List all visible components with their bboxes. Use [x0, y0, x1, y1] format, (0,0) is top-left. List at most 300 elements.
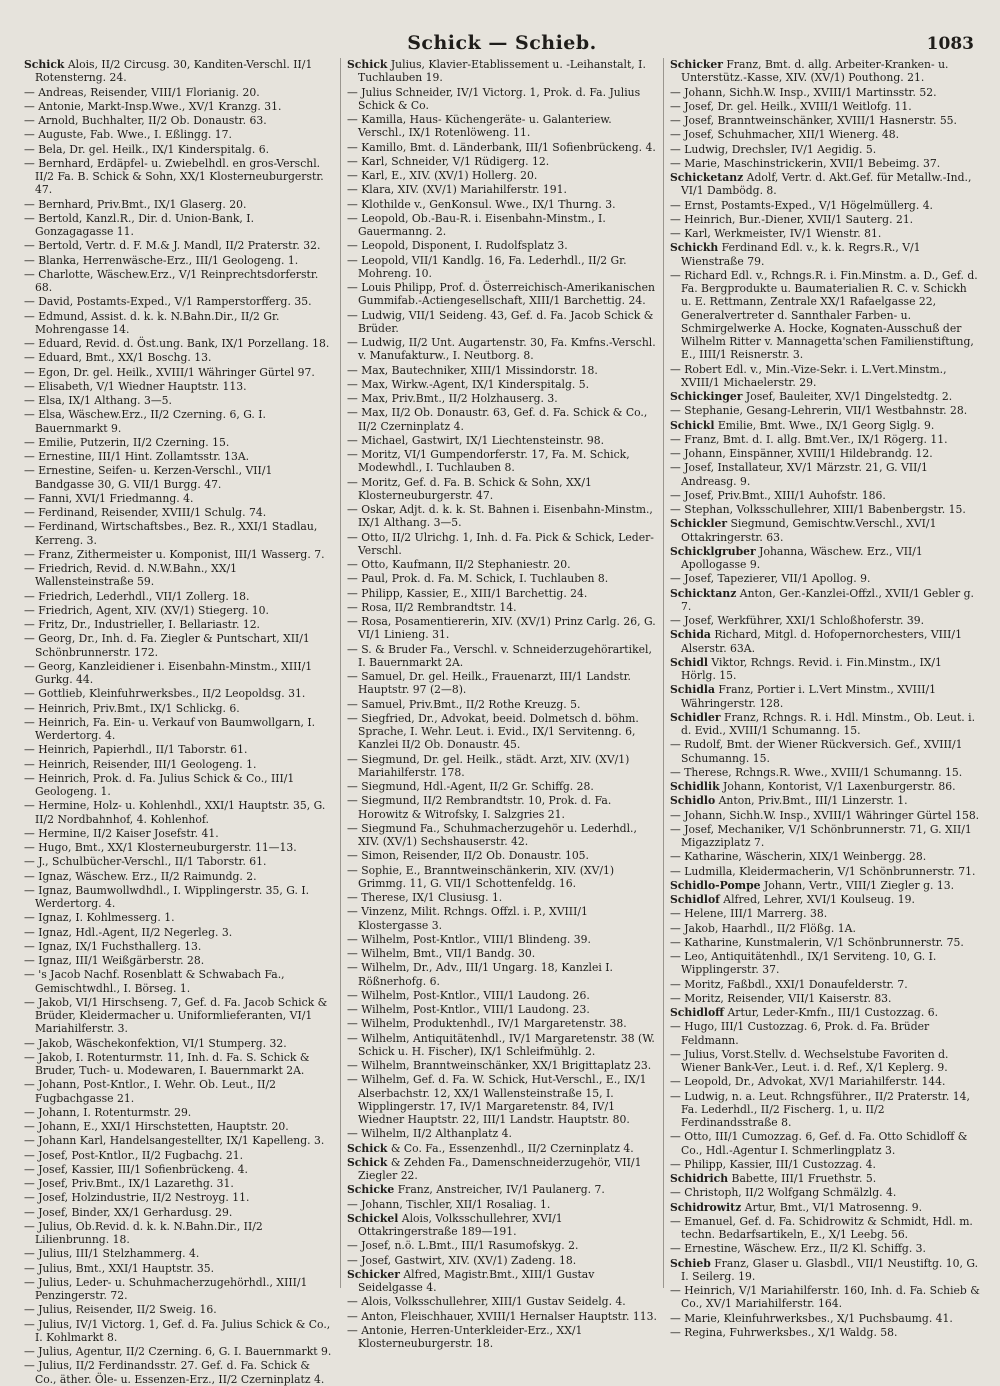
entry-text: — Julius, Agentur, II/2 Czerning. 6, G. I. Bauernmarkt 9.: [24, 1345, 332, 1358]
directory-entry: [670, 213, 980, 226]
directory-entry: [670, 809, 980, 822]
directory-entry: [670, 1186, 980, 1199]
directory-entry: [347, 155, 657, 168]
directory-entry: [24, 464, 334, 491]
directory-entry: [670, 171, 980, 198]
directory-entry: [347, 198, 657, 211]
entry-text: Adolf, Vertr. d. Akt.Gef. für Metallw.-Ind., VI/1 Dambödg. 8.: [681, 171, 972, 198]
directory-entry: [24, 996, 334, 1036]
entry-text: — Julius, IV/1 Victorg. 1, Gef. d. Fa. Julius Schick & Co., I. Kohlmarkt 8.: [24, 1317, 331, 1344]
directory-entry: [670, 656, 980, 683]
entry-text: — Heinrich, Bur.-Diener, XVII/1 Sauterg. 21.: [670, 212, 914, 226]
directory-entry: [24, 114, 334, 127]
directory-entry: [670, 738, 980, 765]
directory-entry: [347, 378, 657, 391]
entry-surname: Schick: [347, 58, 388, 71]
entry-text: — Marie, Maschinstrickerin, XVII/1 Bebeimg. 37.: [670, 156, 941, 170]
directory-entry: [347, 1059, 657, 1072]
entry-text: — Leopold, Disponent, I. Rudolfsplatz 3.: [347, 239, 568, 253]
directory-entry: [347, 406, 657, 433]
entry-text: — Johann, E., XXI/1 Hirschstetten, Hauptstr. 20.: [24, 1120, 289, 1133]
directory-entry: [24, 632, 334, 659]
entry-surname: Schida: [670, 628, 711, 642]
column-1: [24, 58, 334, 1386]
directory-entry: [347, 1198, 657, 1211]
entry-text: Alfred, Magistr.Bmt., XIII/1 Gustav Seidelgasse 4.: [358, 1267, 595, 1294]
entry-text: — Johann Karl, Handelsangestellter, IX/1 Kapelleng. 3.: [24, 1134, 325, 1148]
directory-entry: [24, 366, 334, 379]
entry-text: — Josef, n.ö. L.Bmt., III/1 Rasumofskyg. 2.: [347, 1239, 579, 1253]
entry-text: — Wilhelm, Bmt., VII/1 Bandg. 30.: [347, 947, 536, 960]
entry-text: — Moritz, VI/1 Gumpendorferstr. 17, Fa. M. Schick, Modewhdl., I. Tuchlauben 8.: [347, 448, 630, 475]
directory-entry: [347, 1032, 657, 1059]
entry-surname: Schick: [347, 1141, 388, 1155]
entry-text: Ferdinand Edl. v., k. k. Regrs.R., V/1 Wienstraße 79.: [681, 241, 921, 268]
directory-entry: [24, 1276, 334, 1303]
entry-text: — Ignaz, I. Kohlmesserg. 1.: [24, 911, 175, 925]
entry-text: Babette, III/1 Fruethstr. 5.: [731, 1172, 877, 1185]
directory-entry: [670, 199, 980, 212]
entry-text: — Bela, Dr. gel. Heilk., IX/1 Kinderspitalg. 6.: [24, 142, 270, 156]
directory-entry: [347, 86, 657, 113]
directory-entry: [24, 1247, 334, 1260]
entry-text: Viktor, Rchngs. Revid. i. Fin.Minstm., IX/1 Hörlg. 15.: [681, 655, 942, 682]
directory-entry: [347, 254, 657, 281]
directory-entry: [24, 408, 334, 435]
directory-entry: [24, 268, 334, 295]
directory-entry: [24, 911, 334, 924]
directory-entry: [347, 905, 657, 932]
directory-entry: [670, 1312, 980, 1325]
entry-text: — 's Jacob Nachf. Rosenblatt & Schwabach Fa., Gemischtwdhl., I. Börseg. 1.: [24, 968, 285, 995]
directory-entry: [24, 1220, 334, 1247]
entry-text: — Emanuel, Gef. d. Fa. Schidrowitz & Schmidt, Hdl. m. techn. Bedarfsartikeln, E., X/1 Leebg. 56.: [670, 1214, 973, 1241]
entry-text: — Katharine, Wäscherin, XIX/1 Weinbergg. 28.: [670, 850, 927, 864]
entry-text: — Katharine, Kunstmalerin, V/1 Schönbrunnerstr. 75.: [670, 935, 964, 949]
directory-entry: [670, 850, 980, 863]
entry-surname: Schidloff: [670, 1006, 725, 1019]
entry-text: — Ernst, Postamts-Exped., V/1 Högelmüllerg. 4.: [670, 198, 933, 212]
entry-text: — Therese, IX/1 Clusiusg. 1.: [347, 891, 503, 904]
entry-surname: Schicker: [670, 58, 723, 71]
entry-surname: Schicklgruber: [670, 544, 756, 558]
directory-entry: [24, 128, 334, 141]
entry-text: — Fanni, XVI/1 Friedmanng. 4.: [24, 491, 194, 505]
directory-entry: [24, 827, 334, 840]
entry-surname: Schickel: [347, 1211, 399, 1225]
directory-entry: [347, 309, 657, 336]
entry-surname: Schidrich: [670, 1172, 729, 1185]
entry-text: — Klara, XIV. (XV/1) Mariahilferstr. 191.: [347, 183, 567, 197]
entry-text: — Richard Edl. v., Rchngs.R. i. Fin.Minstm. a. D., Gef. d. Fa. Bergprodukte u. Baumaterialien R. C. v. Schickh u. E. Rettmann, Zentrale XX/1 Rafaelgasse 22, Generalvertreter d. Sannthaler Farben- u. Schmirgelwerke A. Hocke, Kognaten-Ausschuß der Wilhelm Ritter v. Mannagetta'schen Familienstiftung, E., IIII/1 Reisnerstr. 3.: [670, 268, 978, 362]
entry-text: — Stephanie, Gesang-Lehrerin, VII/1 Westbahnstr. 28.: [670, 404, 968, 418]
directory-entry: [670, 1158, 980, 1171]
entry-text: — Moritz, Faßbdl., XXI/1 Donaufelderstr. 7.: [670, 977, 908, 991]
directory-entry: [347, 822, 657, 849]
entry-text: Franz, Rchngs. R. i. Hdl. Minstm., Ob. Leut. i. d. Evid., XVIII/1 Schumanng. 15.: [681, 710, 976, 737]
entry-text: — Johann, Sichh.W. Insp., XVIII/1 Währinger Gürtel 158.: [670, 808, 980, 822]
entry-text: — Friedrich, Lederhdl., VII/1 Zollerg. 18.: [24, 589, 250, 603]
entry-text: — Marie, Kleinfuhrwerksbes., X/1 Puchsbaumg. 41.: [670, 1311, 953, 1325]
entry-text: — Ignaz, Wäschew. Erz., II/2 Raimundg. 2.: [24, 869, 257, 883]
directory-entry: [347, 947, 657, 960]
entry-text: — Ernestine, Wäschew. Erz., II/2 Kl. Schiffg. 3.: [670, 1242, 926, 1256]
directory-entry: [24, 394, 334, 407]
entry-text: — Leopold, Dr., Advokat, XV/1 Mariahilferstr. 144.: [670, 1075, 946, 1089]
entry-text: — Ferdinand, Wirtschaftsbes., Bez. R., XXI/1 Stadlau, Kerreng. 3.: [24, 520, 318, 547]
directory-entry: [24, 940, 334, 953]
directory-entry: [670, 363, 980, 390]
directory-entry: [670, 404, 980, 417]
directory-entry: [24, 1191, 334, 1204]
directory-entry: [24, 506, 334, 519]
entry-surname: Schidlof: [670, 893, 720, 906]
directory-entry: [24, 841, 334, 854]
entry-text: — Julius, II/2 Ferdinandsstr. 27. Gef. d. Fa. Schick & Co., äther. Öle- u. Essenzen-Erz., II/2 Czerninplatz 4.: [24, 1359, 325, 1386]
entry-text: Johann, Kontorist, V/1 Laxenburgerstr. 86.: [723, 780, 956, 793]
directory-entry: [347, 643, 657, 670]
entry-text: — Jakob, I. Rotenturmstr. 11, Inh. d. Fa. S. Schick & Bruder, Tuch- u. Modewaren, I. Bauernmarkt 2A.: [24, 1050, 310, 1077]
entry-text: — Robert Edl. v., Min.-Vize-Sekr. i. L.Vert.Minstm., XVIII/1 Michaelerstr. 29.: [670, 362, 947, 389]
directory-entry: [670, 893, 980, 906]
entry-text: — Kamilla, Haus- Küchengeräte- u. Galanteriew. Verschl., IX/1 Rotenlöweng. 11.: [347, 113, 612, 140]
entry-text: — Wilhelm, Antiquitätenhdl., IV/1 Margaretenstr. 38 (W. Schick u. H. Fischer), IX/1 Schleifmühlg. 2.: [347, 1031, 655, 1058]
directory-entry: [670, 1090, 980, 1130]
column-2: [340, 58, 657, 1350]
directory-entry: [347, 1142, 657, 1155]
entry-text: — Leopold, VII/1 Kandlg. 16, Fa. Lederhdl., II/2 Gr. Mohreng. 10.: [347, 253, 627, 280]
entry-text: — Stephan, Volksschullehrer, XIII/1 Babenbergstr. 15.: [670, 503, 966, 516]
entry-text: — Julius, Bmt., XXI/1 Hauptstr. 35.: [24, 1261, 215, 1275]
entry-text: — Auguste, Fab. Wwe., I. Eßlingg. 17.: [24, 128, 232, 142]
entry-text: — Julius, Leder- u. Schuhmacherzugehörhdl., XIII/1 Penzingerstr. 72.: [24, 1275, 308, 1302]
entry-text: Richard, Mitgl. d. Hofopernorchesters, VIII/1 Alserstr. 63A.: [681, 628, 962, 655]
directory-entry: [347, 1003, 657, 1016]
directory-entry: [670, 433, 980, 446]
directory-entry: [670, 587, 980, 614]
entry-text: — Philipp, Kassier, III/1 Custozzag. 4.: [670, 1157, 876, 1171]
entry-text: — Wilhelm, Post-Kntlor., VIII/1 Laudong. 23.: [347, 1003, 590, 1016]
directory-entry: [670, 489, 980, 502]
entry-text: — Julius, Reisender, II/2 Sweig. 16.: [24, 1303, 217, 1317]
entry-text: Franz, Glaser u. Glasbdl., VII/1 Neustiftg. 10, G. I. Seilerg. 19.: [681, 1256, 979, 1283]
directory-entry: [24, 254, 334, 267]
directory-entry: [24, 1149, 334, 1162]
entry-text: — Jakob, VI/1 Hirschseng. 7, Gef. d. Fa. Jacob Schick & Brüder, Kleidermacher u. Uniformlieferanten, VI/1 Mariahilferstr. 3.: [24, 995, 328, 1036]
directory-entry: [670, 419, 980, 432]
directory-entry: [670, 1284, 980, 1311]
directory-entry: [24, 450, 334, 463]
entry-text: — Friedrich, Agent, XIV. (XV/1) Stiegerg. 10.: [24, 603, 269, 617]
directory-entry: [24, 1303, 334, 1316]
directory-entry: [24, 492, 334, 505]
directory-entry: [24, 1163, 334, 1176]
entry-text: — Rudolf, Bmt. der Wiener Rückversich. Gef., XVIII/1 Schumanng. 15.: [670, 738, 963, 765]
entry-text: — Blanka, Herrenwäsche-Erz., III/1 Geologeng. 1.: [24, 253, 299, 267]
entry-text: — Rosa, II/2 Rembrandtstr. 14.: [347, 600, 517, 614]
directory-entry: [24, 884, 334, 911]
entry-text: — Ignaz, IX/1 Fuchsthallerg. 13.: [24, 939, 202, 953]
entry-text: Johanna, Wäschew. Erz., VII/1 Apollogasse 9.: [681, 544, 923, 571]
directory-entry: [347, 336, 657, 363]
directory-entry: [347, 864, 657, 891]
directory-entry: [670, 461, 980, 488]
directory-entry: [670, 922, 980, 935]
entry-surname: Schidlo-Pompe: [670, 878, 761, 892]
directory-entry: [670, 447, 980, 460]
entry-text: Alfred, Lehrer, XVI/1 Koulseug. 19.: [723, 893, 915, 906]
directory-entry: [347, 281, 657, 308]
directory-entry: [347, 780, 657, 793]
directory-entry: [24, 198, 334, 211]
entry-surname: Schickinger: [670, 390, 743, 403]
directory-entry: [24, 351, 334, 364]
directory-entry: [670, 1257, 980, 1284]
entry-surname: Schicketanz: [670, 171, 744, 184]
entry-text: — Otto, II/2 Ulrichg. 1, Inh. d. Fa. Pick & Schick, Leder-Verschl.: [347, 530, 654, 557]
directory-entry: [24, 1345, 334, 1358]
entry-text: — Anton, Fleischhauer, XVIII/1 Hernalser Hauptstr. 113.: [347, 1309, 657, 1323]
directory-entry: [24, 436, 334, 449]
directory-entry: [347, 1017, 657, 1030]
entry-text: — Otto, Kaufmann, II/2 Stephaniestr. 20.: [347, 558, 571, 571]
directory-entry: [670, 128, 980, 141]
directory-entry: [24, 1078, 334, 1105]
entry-text: — Wilhelm, Post-Kntlor., VIII/1 Blindeng. 39.: [347, 932, 591, 946]
entry-text: — Johann, I. Rotenturmstr. 29.: [24, 1105, 192, 1119]
entry-text: — Ernestine, III/1 Hint. Zollamtsstr. 13A.: [24, 450, 250, 463]
directory-entry: [670, 157, 980, 170]
directory-entry: [670, 1006, 980, 1019]
entry-text: — Louis Philipp, Prof. d. Österreichisch-Amerikanischen Gummifab.-Actiengesellschaft, XIII/1 Barchettig. 24.: [347, 281, 655, 308]
entry-text: — Helene, III/1 Marrerg. 38.: [670, 907, 828, 921]
entry-text: — Moritz, Reisender, VII/1 Kaiserstr. 83.: [670, 991, 892, 1005]
entry-text: — Julius, Ob.Revid. d. k. k. N.Bahn.Dir., II/2 Lilienbrunng. 18.: [24, 1219, 263, 1246]
entry-text: — Heinrich, Priv.Bmt., IX/1 Schlickg. 6.: [24, 701, 240, 715]
directory-entry: [24, 58, 334, 85]
directory-entry: [347, 364, 657, 377]
directory-entry: [347, 1310, 657, 1323]
directory-entry: [670, 1242, 980, 1255]
directory-entry: [670, 545, 980, 572]
entry-text: — Max, II/2 Ob. Donaustr. 63, Gef. d. Fa. Schick & Co., II/2 Czerninplatz 4.: [347, 406, 648, 433]
entry-text: — Wilhelm, II/2 Althanplatz 4.: [347, 1127, 512, 1141]
directory-entry: [24, 743, 334, 756]
entry-text: — Michael, Gastwirt, IX/1 Liechtensteinstr. 98.: [347, 433, 605, 447]
entry-text: — Siegmund, Hdl.-Agent, II/2 Gr. Schiffg. 28.: [347, 780, 594, 793]
entry-surname: Schickh: [670, 241, 719, 255]
entry-text: — Hermine, II/2 Kaiser Josefstr. 41.: [24, 826, 219, 840]
entry-text: — Oskar, Adjt. d. k. k. St. Bahnen i. Eisenbahn-Minstm., IX/1 Althang. 3—5.: [347, 503, 653, 530]
entry-text: — Bernhard, Erdäpfel- u. Zwiebelhdl. en gros-Verschl. II/2 Fa. B. Schick & Sohn, XX/1 Klosterneuburgerstr. 47.: [24, 156, 324, 197]
directory-entry: [347, 239, 657, 252]
directory-entry: [24, 660, 334, 687]
directory-entry: [670, 503, 980, 516]
entry-text: — Julius, Vorst.Stellv. d. Wechselstube Favoriten d. Wiener Bank-Ver., Leut. i. d. Ref., X/1 Keplerg. 9.: [670, 1047, 949, 1074]
directory-entry: [347, 1127, 657, 1140]
directory-entry: [347, 531, 657, 558]
directory-entry: [24, 772, 334, 799]
directory-entry: [670, 780, 980, 793]
entry-text: — Wilhelm, Dr., Adv., III/1 Ungarg. 18, Kanzlei I. Rößnerhofg. 6.: [347, 961, 613, 988]
entry-text: — Gottlieb, Kleinfuhrwerksbes., II/2 Leopoldsg. 31.: [24, 687, 306, 701]
entry-text: — Wilhelm, Branntweinschänker, XX/1 Brigittaplatz 23.: [347, 1059, 652, 1072]
column-3: [663, 58, 980, 1339]
entry-text: — Julius Schneider, IV/1 Victorg. 1, Prok. d. Fa. Julius Schick & Co.: [347, 85, 641, 112]
directory-entry: [24, 337, 334, 350]
directory-entry: [347, 1254, 657, 1267]
directory-entry: [670, 978, 980, 991]
entry-text: — Bertold, Kanzl.R., Dir. d. Union-Bank, I. Gonzagagasse 11.: [24, 211, 254, 238]
entry-text: — Siegmund, II/2 Rembrandtstr. 10, Prok. d. Fa. Horowitz & Witrofsky, I. Salzgries 21.: [347, 794, 612, 821]
entry-text: — Josef, Dr. gel. Heilk., XVIII/1 Weitlofg. 11.: [670, 99, 912, 113]
directory-entry: [24, 520, 334, 547]
entry-text: — Max, Bautechniker, XIII/1 Missindorstr. 18.: [347, 363, 598, 377]
directory-entry: [347, 58, 657, 85]
entry-text: Artur, Bmt., VI/1 Matrosenng. 9.: [744, 1200, 923, 1214]
entry-text: — Edmund, Assist. d. k. k. N.Bahn.Dir., II/2 Gr. Mohrengasse 14.: [24, 309, 280, 336]
entry-text: — Wilhelm, Gef. d. Fa. W. Schick, Hut-Verschl., E., IX/1 Alserbachstr. 12, XX/1 Wallensteinstraße 15, I. Wipplingerstr. 17, IV/1 Margaretenstr. 84, IV/1 Wiedner Hauptstr. 22, III/1 Landstr. Hauptstr. 80.: [347, 1073, 647, 1126]
directory-entry: [24, 590, 334, 603]
directory-entry: [347, 1183, 657, 1196]
entry-text: — Ludmilla, Kleidermacherin, V/1 Schönbrunnerstr. 71.: [670, 864, 976, 878]
directory-entry: [24, 1037, 334, 1050]
directory-entry: [347, 1295, 657, 1308]
entry-text: — Samuel, Dr. gel. Heilk., Frauenarzt, III/1 Landstr. Hauptstr. 97 (2—8).: [347, 670, 631, 697]
entry-text: — Siegmund Fa., Schuhmacherzugehör u. Lederhdl., XIV. (XV/1) Sechshauserstr. 42.: [347, 821, 637, 848]
page-number: 1083: [926, 34, 974, 54]
entry-text: — Charlotte, Wäschew.Erz., V/1 Reinprechtsdorferstr. 68.: [24, 267, 319, 294]
entry-text: — Josef, Binder, XX/1 Gerhardusg. 29.: [24, 1205, 233, 1219]
directory-entry: [670, 992, 980, 1005]
entry-text: — Christoph, II/2 Wolfgang Schmälzlg. 4.: [670, 1186, 897, 1200]
directory-entry: [670, 950, 980, 977]
directory-entry: [347, 141, 657, 154]
directory-entry: [24, 870, 334, 883]
entry-text: — Wilhelm, Post-Kntlor., VIII/1 Laudong. 26.: [347, 988, 590, 1002]
directory-entry: [24, 968, 334, 995]
entry-text: — Josef, Installateur, XV/1 Märzstr. 21, G. VII/1 Andreasg. 9.: [670, 461, 928, 488]
directory-entry: [670, 879, 980, 892]
directory-entry: [347, 698, 657, 711]
columns: [24, 58, 980, 1386]
entry-text: — Jakob, Wäschekonfektion, VI/1 Stumperg. 32.: [24, 1036, 287, 1050]
directory-entry: [24, 100, 334, 113]
entry-text: — Hermine, Holz- u. Kohlenhdl., XXI/1 Hauptstr. 35, G. II/2 Nordbahnhof, 4. Kohlenhof.: [24, 799, 326, 826]
entry-text: — Elisabeth, V/1 Wiedner Hauptstr. 113.: [24, 379, 247, 393]
entry-text: — Karl, Werkmeister, IV/1 Wienstr. 81.: [670, 227, 882, 240]
entry-text: — Arnold, Buchhalter, II/2 Ob. Donaustr. 63.: [24, 114, 267, 127]
directory-entry: [347, 169, 657, 182]
entry-text: Anton, Ger.-Kanzlei-Offzl., XVII/1 Gebler g. 7.: [681, 586, 974, 613]
directory-entry: [347, 989, 657, 1002]
entry-text: — Franz, Bmt. d. I. allg. Bmt.Ver., IX/1 Rögerg. 11.: [670, 432, 948, 446]
directory-entry: [347, 503, 657, 530]
directory-entry: [347, 448, 657, 475]
entry-text: — Josef, Werkführer, XXI/1 Schloßhoferstr. 39.: [670, 614, 925, 627]
entry-text: — Siegfried, Dr., Advokat, beeid. Dolmetsch d. böhm. Sprache, I. Wehr. Leut. i. Evid., IX/1 Servitenng. 6, Kanzlei II/2 Ob. Donaustr. 45.: [347, 711, 639, 752]
directory-entry: [670, 227, 980, 240]
entry-surname: Schidlo: [670, 794, 716, 808]
directory-entry: [24, 687, 334, 700]
entry-text: Franz, Anstreicher, IV/1 Paulanerg. 7.: [397, 1183, 605, 1197]
entry-surname: Schickl: [670, 418, 715, 432]
directory-entry: [670, 1172, 980, 1185]
entry-text: — Bertold, Vertr. d. F. M.& J. Mandl, II/2 Praterstr. 32.: [24, 239, 321, 253]
entry-text: — Fritz, Dr., Industrieller, I. Bellariastr. 12.: [24, 618, 260, 631]
directory-entry: [347, 1212, 657, 1239]
directory-entry: [24, 855, 334, 868]
entry-text: — Vinzenz, Milit. Rchngs. Offzl. i. P., XVIII/1 Klostergasse 3.: [347, 905, 588, 932]
entry-text: — Heinrich, V/1 Mariahilferstr. 160, Inh. d. Fa. Schieb & Co., XV/1 Mariahilferstr. 164.: [670, 1284, 980, 1311]
entry-text: — Friedrich, Revid. d. N.W.Bahn., XX/1 Wallensteinstraße 59.: [24, 562, 238, 589]
directory-entry: [24, 157, 334, 197]
entry-text: Anton, Priv.Bmt., III/1 Linzerstr. 1.: [718, 794, 908, 808]
directory-entry: [24, 212, 334, 239]
directory-entry: [670, 390, 980, 403]
entry-text: — Johann, Post-Kntlor., I. Wehr. Ob. Leut., II/2 Fugbachgasse 21.: [24, 1078, 276, 1105]
directory-entry: [670, 114, 980, 127]
entry-text: — Johann, Einspänner, XVIII/1 Hildebrandg. 12.: [670, 447, 933, 460]
directory-entry: [347, 587, 657, 600]
entry-text: — Josef, Branntweinschänker, XVIII/1 Hasnerstr. 55.: [670, 114, 957, 127]
directory-entry: [670, 1075, 980, 1088]
entry-surname: Schickler: [670, 517, 728, 531]
entry-text: — Emilie, Putzerin, II/2 Czerning. 15.: [24, 435, 230, 449]
entry-text: — Josef, Priv.Bmt., IX/1 Lazarethg. 31.: [24, 1177, 234, 1190]
entry-text: — Max, Wirkw.-Agent, IX/1 Kinderspitalg. 5.: [347, 377, 590, 391]
entry-surname: Schidlik: [670, 780, 720, 793]
directory-entry: [347, 849, 657, 862]
entry-text: — Josef, Kassier, III/1 Sofienbrückeng. 4.: [24, 1162, 248, 1176]
entry-text: — Hugo, Bmt., XX/1 Klosterneuburgerstr. 11—13.: [24, 841, 297, 854]
directory-entry: [24, 1262, 334, 1275]
entry-text: — Josef, Schuhmacher, XII/1 Wienerg. 48.: [670, 128, 900, 142]
entry-text: — Hugo, III/1 Custozzag. 6, Prok. d. Fa. Brüder Feldmann.: [670, 1020, 930, 1047]
entry-text: — Josef, Tapezierer, VII/1 Apollog. 9.: [670, 572, 871, 586]
entry-text: — Ludwig, VII/1 Seideng. 43, Gef. d. Fa. Jacob Schick & Brüder.: [347, 308, 654, 335]
directory-entry: [24, 954, 334, 967]
entry-text: — Johann, Sichh.W. Insp., XVIII/1 Martinsstr. 52.: [670, 85, 937, 99]
entry-text: — Ignaz, Baumwollwdhdl., I. Wipplingerstr. 35, G. I. Werdertorg. 4.: [24, 883, 310, 910]
directory-entry: [347, 434, 657, 447]
entry-text: & Co. Fa., Essenzenhdl., II/2 Czerninplatz 4.: [390, 1141, 634, 1155]
entry-text: — Siegmund, Dr. gel. Heilk., städt. Arzt, XIV. (XV/1) Mariahilferstr. 178.: [347, 752, 630, 779]
entry-surname: Schieb: [670, 1256, 711, 1270]
entry-text: — Jakob, Haarhdl., II/2 Flößg. 1A.: [670, 921, 856, 935]
entry-text: — Heinrich, Reisender, III/1 Geologeng. 1.: [24, 757, 257, 771]
entry-text: — Ignaz, III/1 Weißgärberstr. 28.: [24, 954, 205, 967]
entry-text: — Heinrich, Papierhdl., II/1 Taborstr. 61.: [24, 743, 248, 757]
directory-entry: [670, 865, 980, 878]
entry-text: — Kamillo, Bmt. d. Länderbank, III/1 Sofienbrückeng. 4.: [347, 140, 656, 154]
entry-text: — Alois, Volksschullehrer, XIII/1 Gustav Seidelg. 4.: [347, 1295, 626, 1309]
directory-entry: [670, 766, 980, 779]
directory-entry: [670, 936, 980, 949]
directory-entry: [670, 628, 980, 655]
directory-entry: [670, 143, 980, 156]
directory-entry: [24, 1106, 334, 1119]
entry-text: — Sophie, E., Branntweinschänkerin, XIV. (XV/1) Grimmg. 11, G. VII/1 Schottenfeldg. 16.: [347, 863, 615, 890]
directory-entry: [24, 702, 334, 715]
directory-entry: [24, 1318, 334, 1345]
directory-entry: [670, 823, 980, 850]
directory-entry: [24, 143, 334, 156]
entry-text: — Karl, E., XIV. (XV/1) Hollerg. 20.: [347, 169, 538, 182]
entry-text: Alois, Volksschullehrer, XVI/1 Ottakringerstraße 189—191.: [358, 1211, 563, 1238]
directory-entry: [24, 926, 334, 939]
directory-entry: [24, 758, 334, 771]
